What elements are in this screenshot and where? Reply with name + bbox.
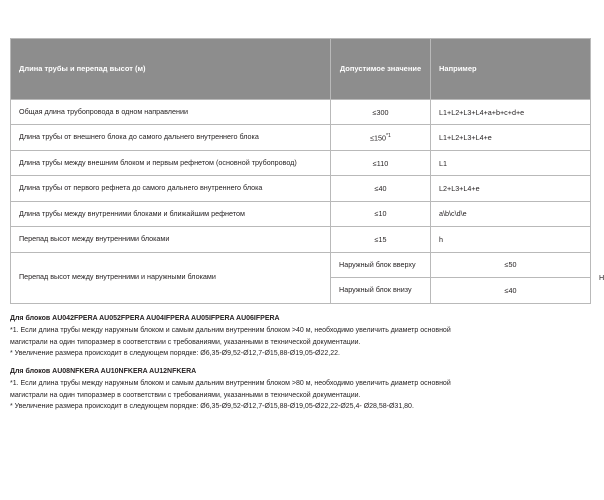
- row-label: Перепад высот между внутренними и наружными блоками: [11, 252, 331, 303]
- table-header: [11, 39, 591, 100]
- row-value: ≤110: [331, 150, 431, 175]
- table-row: [11, 150, 591, 175]
- sub-row-value: ≤40: [431, 278, 591, 303]
- footnote-title: Для блоков AU08NFKERA AU10NFKERA AU12NFKERA: [10, 367, 197, 375]
- table-header-row: [11, 39, 591, 100]
- piping-length-table: [10, 38, 604, 304]
- row-example: L1+L2+L3+L4+a+b+c+d+e: [431, 100, 591, 125]
- row-example: L1: [431, 150, 591, 175]
- table-row: [11, 201, 591, 226]
- footnote-line: * Увеличение размера происходит в следующем порядке: Ø6,35-Ø9,52-Ø12,7-Ø15,88-Ø19,05-Ø22,22.: [10, 350, 340, 357]
- footnotes: [10, 314, 590, 413]
- footnote-line: магистрали на один типоразмер в соответствии с требованиями, указанными в технической документации.: [10, 391, 361, 399]
- row-value: [331, 125, 431, 150]
- table-row: [11, 227, 591, 252]
- row-example: L1+L2+L3+L4+e: [431, 125, 591, 150]
- sub-row-value: ≤50: [431, 252, 591, 277]
- row-label: Длина трубы между внутренними блоками и ближайшим рефнетом: [11, 201, 331, 226]
- row-value: ≤300: [331, 100, 431, 125]
- footnote-line: *1. Если длина трубы между наружным блоком и самым дальним внутренним блоком >40 м, необходимо увеличить диаметр основной: [10, 327, 451, 334]
- footnote-block-2: [10, 367, 590, 413]
- row-label: Длина трубы от внешнего блока до самого дальнего внутреннего блока: [11, 125, 331, 150]
- table-body: [11, 100, 604, 304]
- row-value: ≤40: [331, 176, 431, 201]
- table-row: [11, 100, 591, 125]
- header-cell-example: Например: [431, 39, 591, 100]
- row-value: ≤10: [331, 201, 431, 226]
- footnote-block-1: [10, 314, 590, 360]
- footnote-title: Для блоков AU042FPERA AU052FPERA AU04IFPERA AU05IFPERA AU06IFPERA: [10, 314, 280, 322]
- row-value: ≤15: [331, 227, 431, 252]
- table-row-split: Перепад высот между внутренними и наружными блоками Наружный блок вверху ≤50 H: [11, 252, 591, 277]
- table-row: [11, 176, 591, 201]
- table-row: [11, 125, 591, 150]
- row-example: h: [431, 227, 591, 252]
- row-value-footnote-marker: *1: [386, 132, 391, 139]
- footnote-line: *1. Если длина трубы между наружным блоком и самым дальним внутренним блоком >80 м, необходимо увеличить диаметр основной: [10, 380, 451, 387]
- sub-row-label: Наружный блок внизу: [331, 278, 431, 303]
- row-example: L2+L3+L4+e: [431, 176, 591, 201]
- row-example: a\b\c\d\e: [431, 201, 591, 226]
- header-cell-allowed-value: Допустимое значение: [331, 39, 431, 100]
- footnote-line: * Увеличение размера происходит в следующем порядке: Ø6,35-Ø9,52-Ø12,7-Ø15,88-Ø19,05-Ø22,22-Ø25,4- Ø28,58-Ø31,80.: [10, 403, 414, 410]
- row-label: Длина трубы от первого рефнета до самого дальнего внутреннего блока: [11, 176, 331, 201]
- header-cell-parameter: Длина трубы и перепад высот (м): [11, 39, 331, 100]
- row-value-text: ≤150: [370, 133, 387, 143]
- footnote-line: магистрали на один типоразмер в соответствии с требованиями, указанными в технической документации.: [10, 338, 361, 346]
- sub-row-label: Наружный блок вверху: [331, 252, 431, 277]
- row-label: Перепад высот между внутренними блоками: [11, 227, 331, 252]
- row-label: Длина трубы между внешним блоком и первым рефнетом (основной трубопровод): [11, 150, 331, 175]
- row-label: Общая длина трубопровода в одном направлении: [11, 100, 331, 125]
